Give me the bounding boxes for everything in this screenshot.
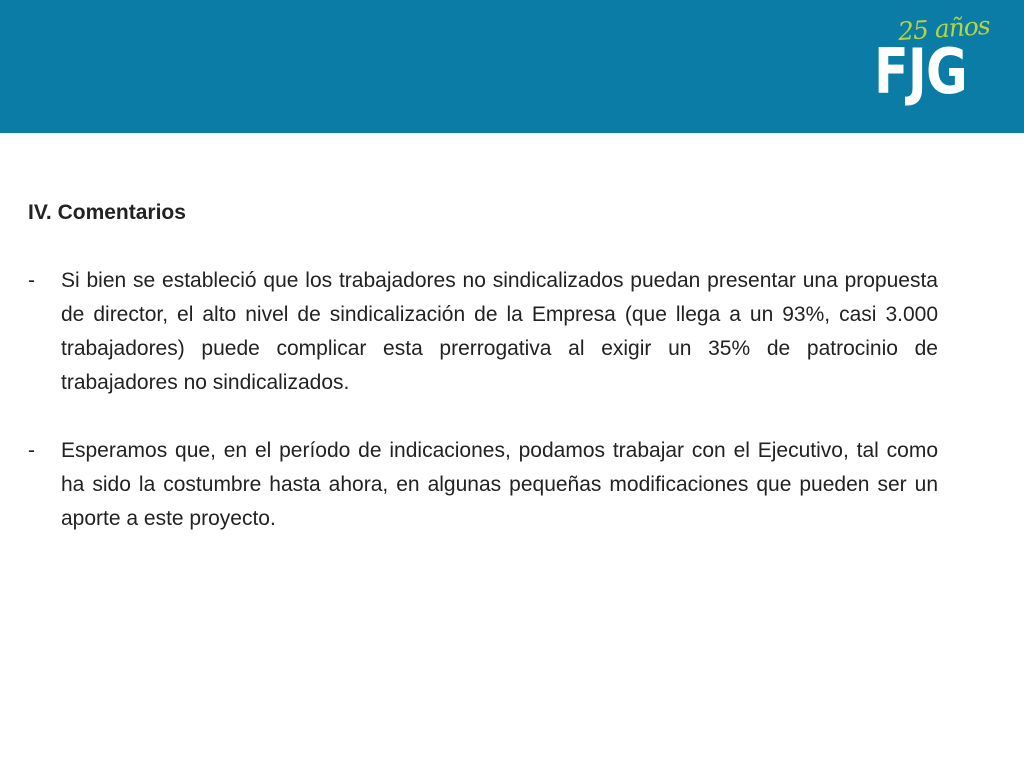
header-band [0, 0, 1024, 133]
list-item [28, 434, 938, 536]
bullet-dash: - [28, 439, 35, 462]
slide-content [28, 196, 938, 570]
anniversary-mark: 25 años [897, 10, 991, 47]
logo-wordmark: FJG [874, 35, 967, 108]
bullet-dash: - [28, 269, 35, 292]
bullet-text: Esperamos que, en el período de indicaciones, podamos trabajar con el Ejecutivo, tal como ha sido la costumbre hasta ahora, en algunas pequeñas modificaciones que pueden ser un aporte a este proyecto. [61, 439, 938, 530]
fjg-logo [868, 8, 991, 126]
list-item [28, 264, 938, 400]
bullet-text: Si bien se estableció que los trabajadores no sindicalizados puedan presentar una propuesta de director, el alto nivel de sindicalización de la Empresa (que llega a un 93%, casi 3.000 trabajadores) puede complicar esta prerrogativa al exigir un 35% de patrocinio de trabajadores no sindicalizados. [61, 269, 938, 394]
section-title: IV. Comentarios [28, 201, 186, 224]
comment-list [28, 264, 938, 536]
